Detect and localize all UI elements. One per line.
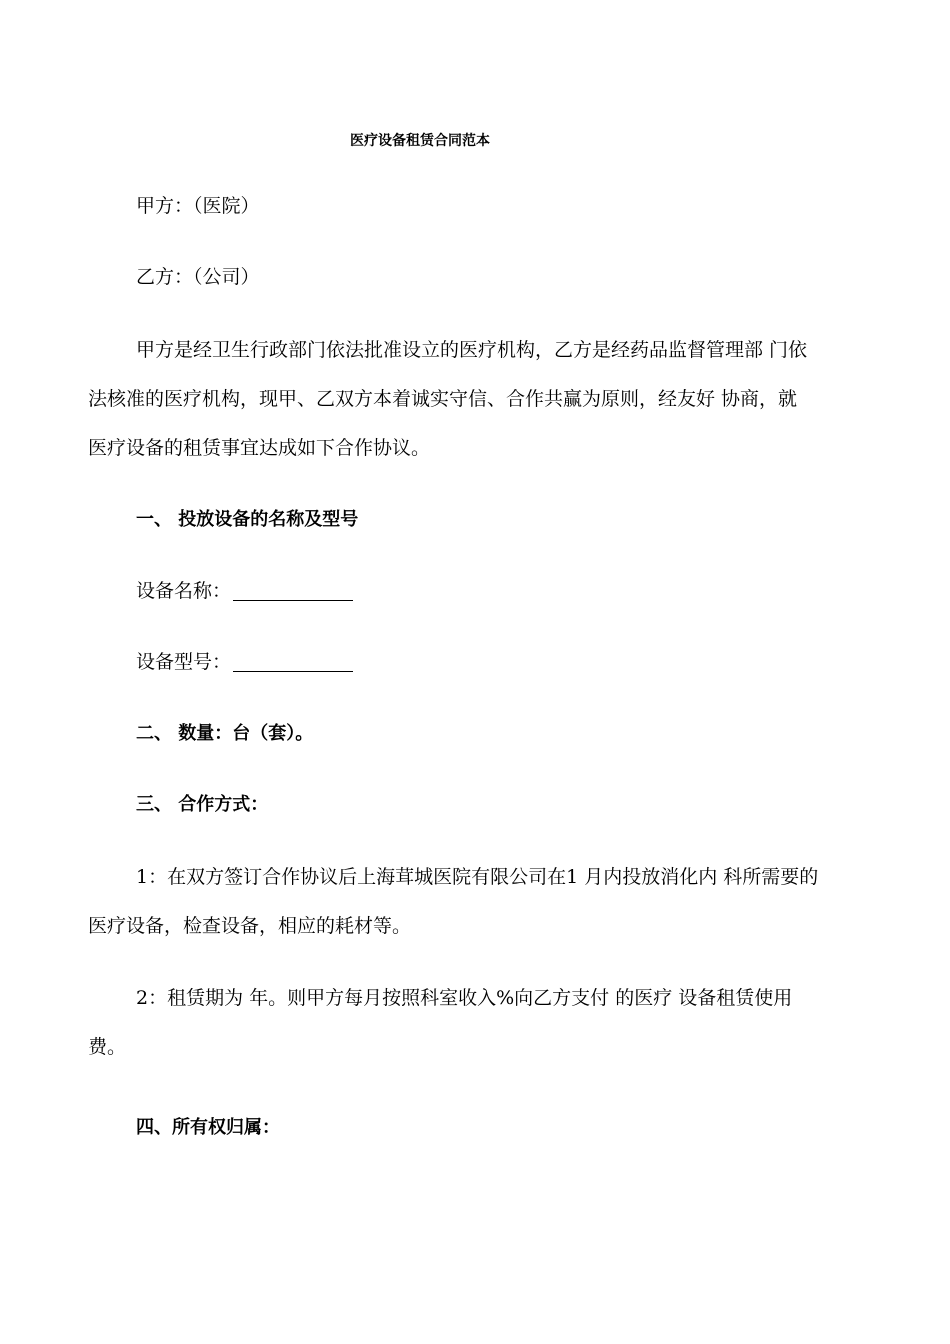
party-b: 乙方：（公司） — [136, 266, 260, 288]
device-model-blank — [233, 651, 353, 672]
party-a: 甲方：（医院） — [136, 195, 260, 217]
section-1-heading: 一、 投放设备的名称及型号 — [136, 509, 359, 530]
device-model-label: 设备型号： — [136, 651, 232, 673]
item-1-line-1: 1：在双方签订合作协议后上海茸城医院有限公司在1 月内投放消化内 科所需要的 — [136, 866, 819, 888]
item-1-line-2: 医疗设备，检查设备，相应的耗材等。 — [88, 915, 412, 937]
intro-line-1: 甲方是经卫生行政部门依法批准设立的医疗机构，乙方是经药品监督管理部 门依 — [136, 339, 808, 361]
item-2-line-2: 费。 — [88, 1036, 127, 1058]
section-4-heading: 四、所有权归属： — [136, 1117, 280, 1138]
intro-line-3: 医疗设备的租赁事宜达成如下合作协议。 — [88, 437, 431, 459]
section-3-heading: 三、 合作方式： — [136, 794, 269, 815]
device-name-blank — [233, 580, 353, 601]
item-2-line-1: 2：租赁期为 年。则甲方每月按照科室收入%向乙方支付 的医疗 设备租赁使用 — [136, 987, 793, 1009]
intro-line-2: 法核准的医疗机构，现甲、乙双方本着诚实守信、合作共赢为原则，经友好 协商，就 — [88, 388, 798, 410]
device-model-row — [136, 642, 926, 682]
document-title: 医疗设备租赁合同范本 — [350, 133, 490, 149]
section-2-heading: 二、 数量：台（套）。 — [136, 723, 314, 744]
device-name-row — [136, 571, 926, 611]
device-name-label: 设备名称： — [136, 580, 232, 602]
